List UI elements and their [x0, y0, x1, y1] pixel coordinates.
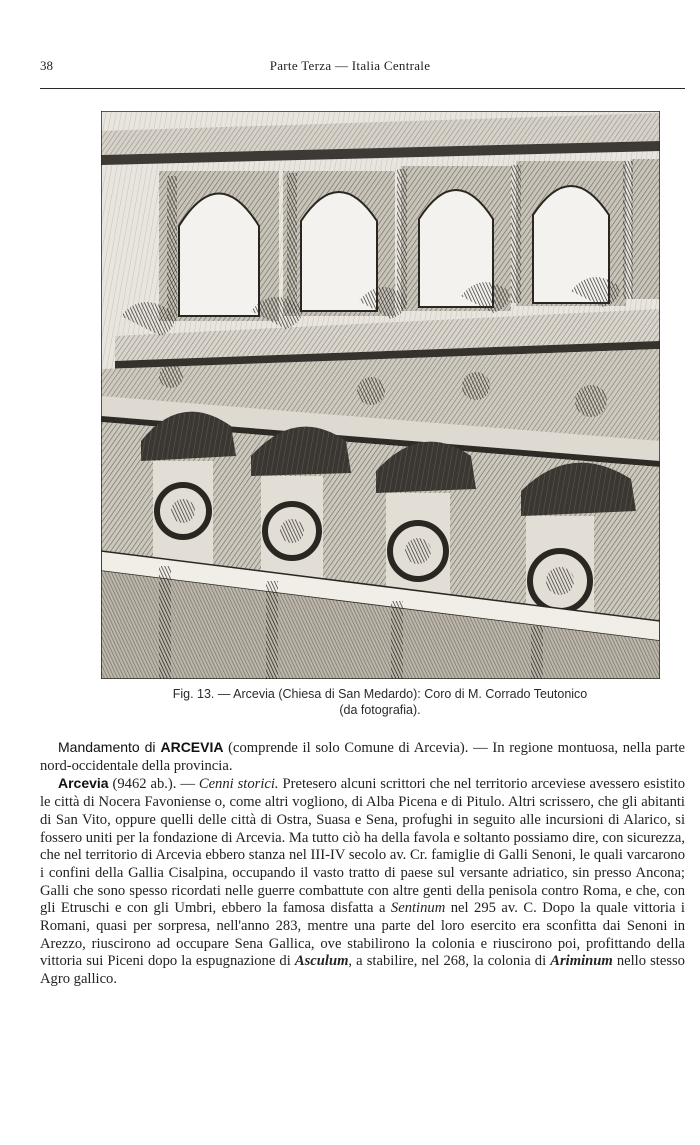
- place-ariminum: Ariminum: [550, 953, 613, 970]
- mandamento-name: ARCEVIA: [160, 739, 224, 755]
- arcevia-text-1: Pretesero alcuni scrittori che nel territorio arceviese avessero esistito le città di Nocera Favoniense o, come altri vogliono, di Alba Picena e di Pitulo. Altri scrissero, che gli abitanti di San Vito, oppure quelli delle città di Ostra, Suasa e Sena, profughi in seguito alle incursioni di Alarico, si fossero uniti per la fondazione di Arcevia. Ma tutto ciò ha della favola e soltanto possiamo dire, con sicurezza, che nel territorio di Arcevia ebbero stanza nel III-IV secolo av. Cr. famiglie di Galli Senoni, le quali varcarono i confini della Gallia Cisalpina, occupando il vasto tratto di paese sul versante adriatico, sin presso Ancona; Galli che sono spesso ricordati nelle guerre combattute con altre genti della penisola contro Roma, e che, con gli Etruschi e con gli Umbri, ebbero la famosa disfatta a: [40, 776, 685, 917]
- caption-line-1: Fig. 13. — Arcevia (Chiesa di San Medardo): Coro di M. Corrado Teutonico: [172, 687, 588, 701]
- mandamento-heading: [58, 739, 223, 755]
- figure-caption: [120, 686, 640, 718]
- place-sentinum: Sentinum: [390, 900, 446, 917]
- arcevia-text-3: , a stabilire, nel 268, la colonia di: [348, 953, 551, 970]
- caption-line-2: (da fotografia).: [339, 703, 421, 717]
- arcevia-population: (9462 ab.). —: [108, 776, 199, 793]
- body-text: [40, 739, 685, 989]
- arcevia-text-4: nello stesso Agro gallico.: [40, 953, 685, 988]
- paragraph-arcevia: [40, 775, 685, 988]
- arcevia-text-2: nel 295 av. C. Dopo la quale vittoria i Romani, quasi per sorpresa, nell'anno 283, mentre una parte del loro esercito era sconfitta dai Senoni in Arezzo, riuscirono ad occupare Sena Gallica, ove stabilirono la colonia e riuscirono poi, profittando della vittoria sui Piceni dopo la espugnazione di: [40, 900, 685, 970]
- mandamento-text: (comprende il solo Comune di Arcevia). — In regione montuosa, nella parte nord-occidentale della provincia.: [40, 740, 685, 774]
- header-rule: [40, 88, 685, 89]
- mandamento-prefix: Mandamento di: [58, 739, 161, 755]
- place-asculum: Asculum: [294, 953, 349, 970]
- page-number: 38: [40, 58, 53, 73]
- paragraph-mandamento: [40, 739, 685, 775]
- page-header: [40, 58, 660, 78]
- choir-stalls-illustration: [101, 111, 660, 679]
- arcevia-heading: Arcevia: [58, 775, 109, 792]
- running-title: Parte Terza — Italia Centrale: [269, 58, 431, 73]
- figure-engraving: [101, 111, 660, 679]
- cenni-storici-label: Cenni storici.: [198, 776, 279, 793]
